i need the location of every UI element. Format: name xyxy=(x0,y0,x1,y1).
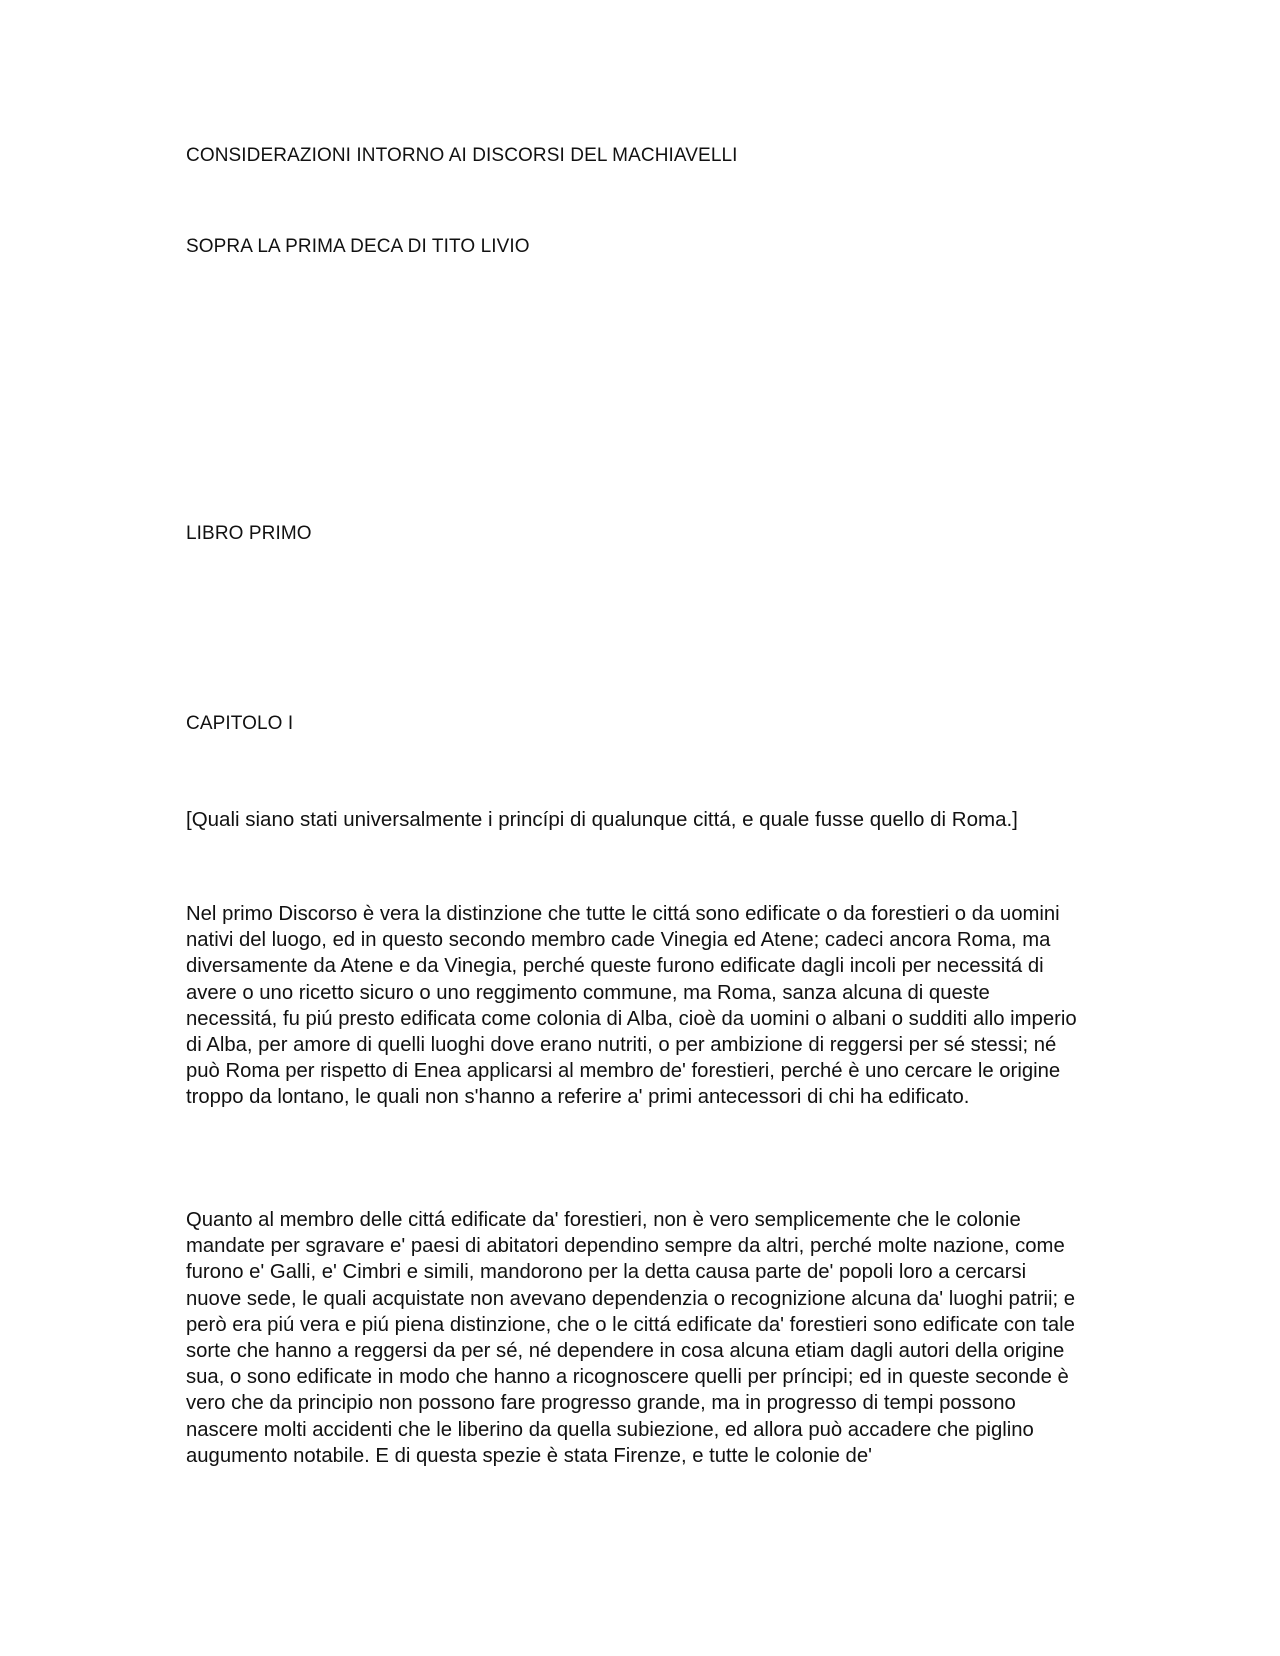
title-line-2: SOPRA LA PRIMA DECA DI TITO LIVIO xyxy=(186,236,530,257)
chapter-summary: [Quali siano stati universalmente i princípi di qualunque cittá, e quale fusse quello di Roma.] xyxy=(186,808,1018,831)
book-heading: LIBRO PRIMO xyxy=(186,523,312,544)
chapter-heading: CAPITOLO I xyxy=(186,713,294,734)
paragraph-1: Nel primo Discorso è vera la distinzione che tutte le cittá sono edificate o da forestieri o da uomini nativi del luogo, ed in questo secondo membro cade Vinegia ed Atene; cadeci ancora Roma, ma diversamente da Atene e da Vinegia, perché queste furono edificate dagli incoli per necessitá di avere o uno ricetto sicuro o uno reggimento commune, ma Roma, sanza alcuna di queste necessitá, fu piú presto edificata come colonia di Alba, cioè da uomini o albani o sudditi allo imperio di Alba, per amore di quelli luoghi dove erano nutriti, o per ambizione di reggersi per sé stessi; né può Roma per rispetto di Enea applicarsi al membro de' forestieri, perché è uno cercare le origine troppo da lontano, le quali non s'hanno a referire a' primi antecessori di chi ha edificato. xyxy=(186,903,1077,1109)
title-line-1: CONSIDERAZIONI INTORNO AI DISCORSI DEL MACHIAVELLI xyxy=(186,145,738,166)
paragraph-2: Quanto al membro delle cittá edificate da' forestieri, non è vero semplicemente che le colonie mandate per sgravare e' paesi di abitatori dependino sempre da altri, perché molte nazione, come furono e' Galli, e' Cimbri e simili, mandorono per la detta causa parte de' popoli loro a cercarsi nuove sede, le quali acquistate non avevano dependenzia o recognizione alcuna da' luoghi patrii; e però era piú vera e piú piena distinzione, che o le cittá edificate da' forestieri sono edificate con tale sorte che hanno a reggersi da per sé, né dependere in cosa alcuna etiam dagli autori della origine sua, o sono edificate in modo che hanno a ricognoscere quelli per príncipi; ed in queste seconde è vero che da principio non possono fare progresso grande, ma in progresso di tempi possono nascere molti accidenti che le liberino da quella subiezione, ed allora può accadere che piglino augumento notabile. E di questa spezie è stata Firenze, e tutte le colonie de' xyxy=(186,1209,1076,1467)
